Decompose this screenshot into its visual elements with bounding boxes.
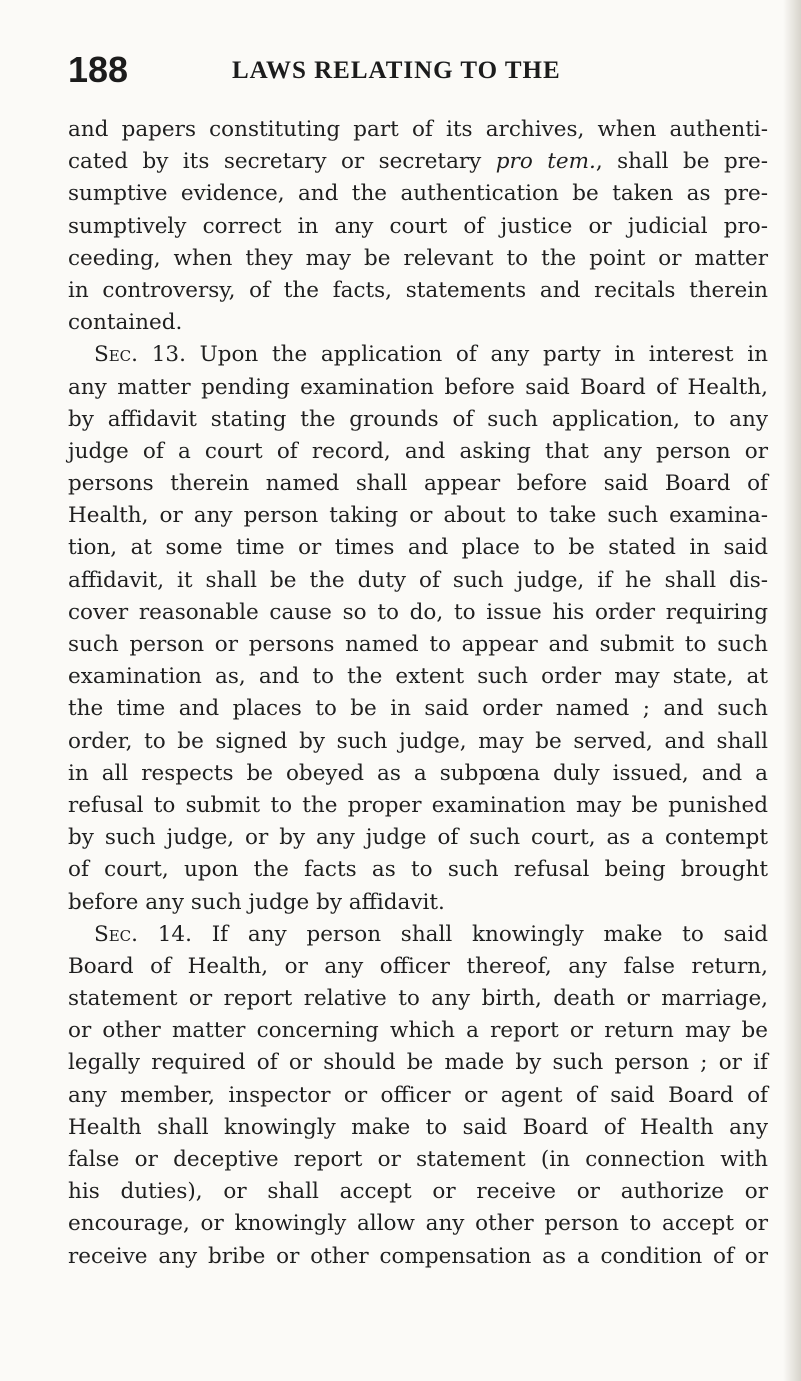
text-line: before any such judge by affidavit. <box>68 889 445 915</box>
text-line <box>68 339 768 371</box>
text-line: receive any bribe or other compensation as a condition of or <box>68 1243 768 1269</box>
running-head: LAWS RELATING TO THE <box>232 57 561 84</box>
text-fragment: cated by its secretary or secretary <box>68 149 496 175</box>
italic-fragment: pro tem. <box>495 149 596 175</box>
text-line: any member, inspector or officer or agent of said Board of <box>68 1082 768 1108</box>
text-line: Health, or any person taking or about to take such examina- <box>68 503 768 529</box>
section-label: Sec. <box>94 342 138 368</box>
page-header <box>68 50 768 90</box>
text-line: examination as, and to the extent such order may state, at <box>68 664 768 690</box>
text-line: sumptively correct in any court of justice or judicial pro- <box>68 213 768 239</box>
page-edge-shadow <box>783 0 801 1381</box>
text-line: contained. <box>68 310 183 336</box>
text-line: judge of a court of record, and asking that any person or <box>68 438 768 464</box>
text-line: Board of Health, or any officer thereof, any false return, <box>68 953 768 979</box>
text-line: cover reasonable cause so to do, to issue his order requiring <box>68 599 768 625</box>
text-line: the time and places to be in said order named ; and such <box>68 696 768 722</box>
text-line: such person or persons named to appear and submit to such <box>68 632 768 657</box>
body-text <box>68 114 768 1273</box>
text-line: false or deceptive report or statement (in connection with <box>68 1147 768 1172</box>
text-line: encourage, or knowingly allow any other person to accept or <box>68 1211 768 1237</box>
text-line: his duties), or shall accept or receive or authorize or <box>68 1179 768 1205</box>
text-line: ceeding, when they may be relevant to the point or matter <box>68 245 768 271</box>
text-line: order, to be signed by such judge, may be served, and shall <box>68 728 768 754</box>
text-line: and papers constituting part of its archives, when authenti- <box>68 117 768 142</box>
text-line: sumptive evidence, and the authentication be taken as pre- <box>68 181 768 207</box>
text-line: or other matter concerning which a report or return may be <box>68 1018 768 1044</box>
text-line <box>68 146 768 178</box>
text-line: in controversy, of the facts, statements and recitals therein <box>68 277 768 303</box>
page-number: 188 <box>68 49 129 90</box>
text-fragment: , shall be pre- <box>595 149 768 175</box>
text-line: of court, upon the facts as to such refusal being brought <box>68 857 768 883</box>
text-line: affidavit, it shall be the duty of such judge, if he shall dis- <box>68 567 768 593</box>
text-line: legally required of or should be made by such person ; or if <box>68 1050 768 1076</box>
text-fragment: 14. If any person shall knowingly make to said <box>138 921 768 947</box>
text-line: in all respects be obeyed as a subpœna duly issued, and a <box>68 760 768 786</box>
text-line: persons therein named shall appear before said Board of <box>68 471 768 497</box>
section-label: Sec. <box>94 921 138 947</box>
text-line: by affidavit stating the grounds of such application, to any <box>68 406 768 432</box>
text-line: refusal to submit to the proper examination may be punished <box>68 792 768 818</box>
text-line: statement or report relative to any birth, death or marriage, <box>68 986 768 1012</box>
text-line <box>68 919 768 951</box>
text-line: any matter pending examination before said Board of Health, <box>68 374 768 400</box>
text-fragment: 13. Upon the application of any party in interest in <box>138 342 768 368</box>
text-line: tion, at some time or times and place to be stated in said <box>68 535 768 561</box>
text-line: by such judge, or by any judge of such court, as a contempt <box>68 825 768 851</box>
text-line: Health shall knowingly make to said Board of Health any <box>68 1114 768 1140</box>
